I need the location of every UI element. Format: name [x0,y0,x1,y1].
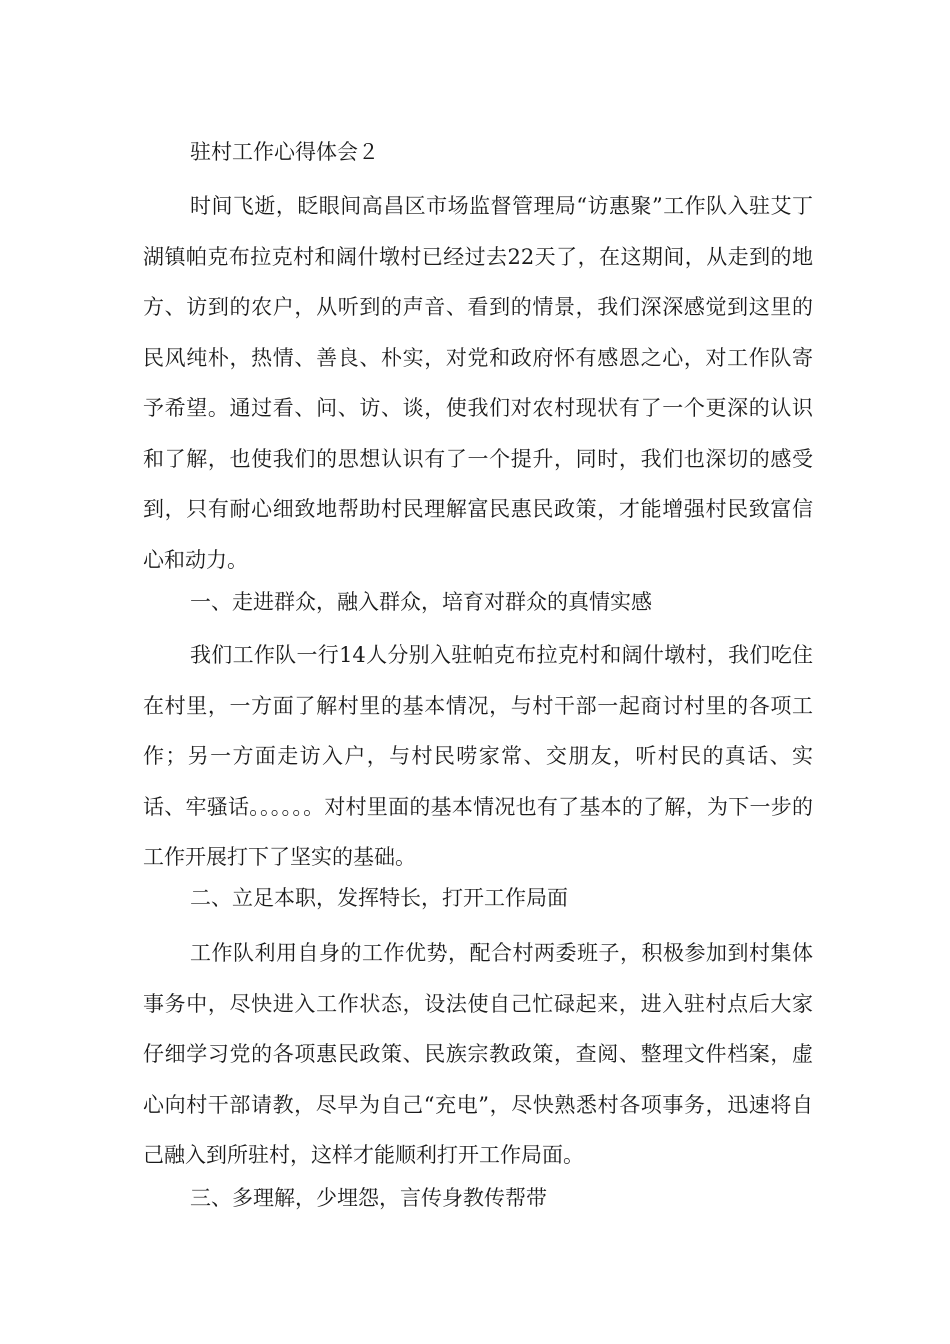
paragraph-section-1: 我们工作队一行14人分别入驻帕克布拉克村和阔什墩村，我们吃住在村里，一方面了解村里的基本情况，与村干部一起商讨村里的各项工作；另一方面走访入户，与村民唠家常、交朋友，听村民的真话、实话、牢骚话。。。。。。对村里面的基本情况也有了基本的了解，为下一步的工作开展打下了坚实的基础。 [143,643,813,869]
document-title: 驻村工作心得体会２ [190,140,379,164]
section-heading-2: 二、立足本职，发挥特长，打开工作局面 [190,886,568,910]
section-heading-3: 三、多理解，少埋怨，言传身教传帮带 [190,1186,547,1210]
paragraph-section-2: 工作队利用自身的工作优势，配合村两委班子，积极参加到村集体事务中，尽快进入工作状态，设法使自己忙碌起来，进入驻村点后大家仔细学习党的各项惠民政策、民族宗教政策，查阅、整理文件档案，虚心向村干部请教，尽早为自己“充电”，尽快熟悉村各项事务，迅速将自己融入到所驻村，这样才能顺利打开工作局面。 [143,941,813,1167]
paragraph-intro: 时间飞逝，眨眼间高昌区市场监督管理局“访惠聚”工作队入驻艾丁湖镇帕克布拉克村和阔什墩村已经过去22天了，在这期间，从走到的地方、访到的农户，从听到的声音、看到的情景，我们深深感觉到这里的民风纯朴，热情、善良、朴实，对党和政府怀有感恩之心，对工作队寄予希望。通过看、问、访、谈，使我们对农村现状有了一个更深的认识和了解，也使我们的思想认识有了一个提升，同时，我们也深切的感受到，只有耐心细致地帮助村民理解富民惠民政策，才能增强村民致富信心和动力。 [143,194,813,572]
section-heading-1: 一、走进群众，融入群众，培育对群众的真情实感 [190,590,652,614]
